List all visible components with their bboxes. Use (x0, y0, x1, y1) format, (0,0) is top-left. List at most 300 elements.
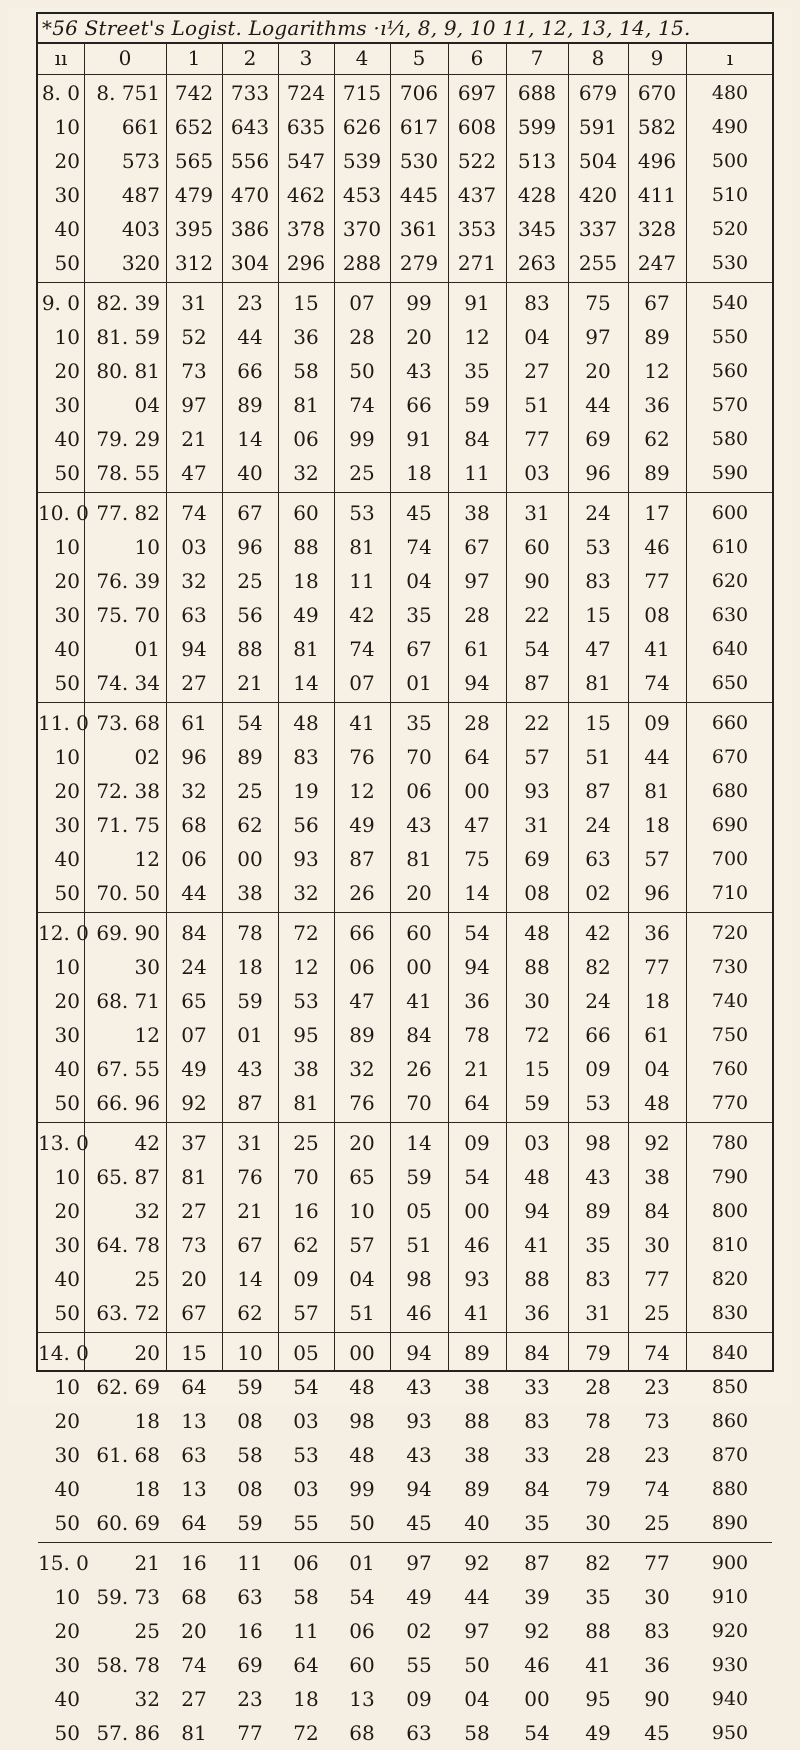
table-cell: 38 (237, 881, 263, 905)
row-argument: 20 (54, 989, 80, 1013)
row-argument: 11. 0 (38, 711, 89, 735)
table-cell: 35 (406, 603, 432, 627)
table-cell: 97 (406, 1551, 432, 1575)
table-cell: 06 (349, 1619, 375, 1643)
table-cell: 07 (349, 291, 375, 315)
table-cell: 49 (349, 813, 375, 837)
table-cell: 64 (181, 1375, 207, 1399)
table-cell: 59 (237, 989, 263, 1013)
table-cell: 62. 69 (96, 1375, 160, 1399)
table-cell: 05 (293, 1341, 319, 1365)
table-cell: 437 (457, 183, 497, 207)
table-cell: 93 (293, 847, 319, 871)
table-cell: 530 (399, 149, 439, 173)
table-cell: 03 (181, 535, 207, 559)
table-cell: 21 (464, 1057, 490, 1081)
row-index-value: 670 (711, 746, 749, 768)
row-argument: 20 (54, 359, 80, 383)
table-cell: 30 (585, 1511, 611, 1535)
table-cell: 81 (293, 637, 319, 661)
table-cell: 49 (585, 1721, 611, 1745)
row-index-value: 600 (711, 502, 749, 524)
row-argument: 8. 0 (41, 81, 80, 105)
table-cell: 504 (578, 149, 618, 173)
table-cell: 43 (406, 813, 432, 837)
table-cell: 83 (644, 1619, 670, 1643)
row-argument: 20 (54, 569, 80, 593)
table-cell: 19 (293, 779, 319, 803)
row-argument: 50 (54, 671, 80, 695)
table-cell: 62 (237, 813, 263, 837)
table-cell: 445 (399, 183, 439, 207)
table-cell: 65 (181, 989, 207, 1013)
row-index-value: 900 (711, 1552, 749, 1574)
row-argument: 50 (54, 1091, 80, 1115)
table-cell: 04 (524, 325, 550, 349)
table-cell: 79. 29 (96, 427, 160, 451)
table-cell: 18 (406, 461, 432, 485)
table-cell: 345 (517, 217, 557, 241)
table-cell: 99 (349, 427, 375, 451)
table-cell: 52 (181, 325, 207, 349)
column-header: 2 (243, 46, 257, 70)
table-cell: 23 (644, 1375, 670, 1399)
table-cell: 83 (585, 569, 611, 593)
table-cell: 06 (406, 779, 432, 803)
table-cell: 547 (286, 149, 326, 173)
table-cell: 56 (293, 813, 319, 837)
table-cell: 74 (349, 637, 375, 661)
table-cell: 12 (464, 325, 490, 349)
table-cell: 04 (349, 1267, 375, 1291)
table-cell: 63 (406, 1721, 432, 1745)
table-cell: 60 (293, 501, 319, 525)
page-header (36, 12, 774, 42)
row-argument: 20 (54, 1199, 80, 1223)
table-cell: 00 (464, 779, 490, 803)
table-cell: 99 (406, 291, 432, 315)
table-cell: 12 (134, 847, 160, 871)
table-cell: 95 (585, 1687, 611, 1711)
table-cell: 54 (464, 921, 490, 945)
table-cell: 18 (134, 1409, 160, 1433)
table-cell: 661 (121, 115, 160, 139)
table-cell: 45 (406, 501, 432, 525)
table-cell: 89 (349, 1023, 375, 1047)
row-argument: 20 (54, 779, 80, 803)
table-cell: 82. 39 (96, 291, 160, 315)
table-cell: 46 (406, 1301, 432, 1325)
column-header: 7 (530, 46, 544, 70)
table-cell: 17 (644, 501, 670, 525)
table-cell: 44 (464, 1585, 490, 1609)
table-cell: 50 (464, 1653, 490, 1677)
table-cell: 54 (293, 1375, 319, 1399)
table-cell: 89 (237, 745, 263, 769)
row-argument: 20 (54, 1409, 80, 1433)
row-index-value: 780 (711, 1132, 749, 1154)
table-cell: 36 (293, 325, 319, 349)
row-argument: 30 (54, 1653, 80, 1677)
table-cell: 04 (134, 393, 160, 417)
table-cell: 49 (181, 1057, 207, 1081)
table-cell: 20 (181, 1619, 207, 1643)
table-cell: 38 (464, 501, 490, 525)
row-index-value: 630 (711, 604, 749, 626)
table-cell: 07 (349, 671, 375, 695)
table-cell: 59 (237, 1375, 263, 1399)
table-cell: 53 (293, 1443, 319, 1467)
row-index-value: 550 (711, 326, 749, 348)
table-cell: 573 (121, 149, 160, 173)
table-cell: 10 (134, 535, 160, 559)
table-cell: 32 (349, 1057, 375, 1081)
table-cell: 61. 68 (96, 1443, 160, 1467)
table-cell: 60 (349, 1653, 375, 1677)
table-cell: 33 (524, 1443, 550, 1467)
table-cell: 36 (644, 393, 670, 417)
row-index-value: 490 (711, 116, 749, 138)
table-cell: 63 (237, 1585, 263, 1609)
table-cell: 81 (644, 779, 670, 803)
row-argument: 50 (54, 1301, 80, 1325)
table-cell: 88 (464, 1409, 490, 1433)
table-cell: 69 (585, 427, 611, 451)
table-cell: 48 (524, 1165, 550, 1189)
table-cell: 95 (293, 1023, 319, 1047)
table-cell: 93 (464, 1267, 490, 1291)
table-cell: 24 (585, 989, 611, 1013)
group-rule (38, 1542, 772, 1543)
table-cell: 42 (349, 603, 375, 627)
table-cell: 288 (342, 251, 382, 275)
table-cell: 617 (399, 115, 439, 139)
table-cell: 328 (637, 217, 677, 241)
table-cell: 88 (237, 637, 263, 661)
table-cell: 77 (644, 569, 670, 593)
table-cell: 15 (585, 603, 611, 627)
row-index-value: 910 (711, 1586, 749, 1608)
row-argument: 9. 0 (41, 291, 80, 315)
row-index-value: 480 (711, 82, 749, 104)
table-cell: 14 (406, 1131, 432, 1155)
table-cell: 32 (293, 881, 319, 905)
table-cell: 496 (637, 149, 677, 173)
table-cell: 78 (237, 921, 263, 945)
row-index-value: 840 (711, 1342, 749, 1364)
table-cell: 64 (181, 1511, 207, 1535)
table-cell: 13 (181, 1409, 207, 1433)
table-cell: 18 (644, 989, 670, 1013)
table-cell: 403 (121, 217, 160, 241)
table-cell: 420 (578, 183, 618, 207)
group-rule (38, 492, 772, 493)
table-cell: 74 (181, 1653, 207, 1677)
row-argument: 10 (54, 1585, 80, 1609)
table-cell: 88 (524, 1267, 550, 1291)
table-cell: 255 (578, 251, 618, 275)
table-cell: 48 (349, 1375, 375, 1399)
table-cell: 55 (406, 1653, 432, 1677)
table-cell: 27 (524, 359, 550, 383)
table-cell: 428 (517, 183, 557, 207)
table-cell: 48 (349, 1443, 375, 1467)
table-cell: 26 (349, 881, 375, 905)
table-cell: 44 (181, 881, 207, 905)
table-cell: 75 (585, 291, 611, 315)
table-cell: 92 (644, 1131, 670, 1155)
row-argument: 50 (54, 881, 80, 905)
table-cell: 81 (406, 847, 432, 871)
table-cell: 97 (585, 325, 611, 349)
table-cell: 697 (457, 81, 497, 105)
row-argument: 40 (54, 1267, 80, 1291)
table-cell: 51 (406, 1233, 432, 1257)
row-index-value: 680 (711, 780, 749, 802)
table-cell: 11 (349, 569, 375, 593)
row-index-value: 530 (711, 252, 749, 274)
table-cell: 45 (406, 1511, 432, 1535)
table-cell: 41 (524, 1233, 550, 1257)
row-index-value: 920 (711, 1620, 749, 1642)
row-argument: 50 (54, 251, 80, 275)
table-cell: 715 (342, 81, 382, 105)
table-cell: 24 (585, 501, 611, 525)
table-cell: 57 (644, 847, 670, 871)
table-cell: 23 (237, 291, 263, 315)
table-cell: 89 (237, 393, 263, 417)
table-cell: 42 (585, 921, 611, 945)
table-cell: 59 (524, 1091, 550, 1115)
row-index-value: 710 (711, 882, 749, 904)
table-cell: 608 (457, 115, 497, 139)
table-cell: 20 (134, 1341, 160, 1365)
group-rule (38, 702, 772, 703)
row-index-value: 880 (711, 1478, 749, 1500)
table-cell: 58 (237, 1443, 263, 1467)
table-cell: 67 (464, 535, 490, 559)
row-index-value: 690 (711, 814, 749, 836)
table-cell: 565 (174, 149, 214, 173)
table-cell: 35 (585, 1233, 611, 1257)
table-cell: 479 (174, 183, 214, 207)
row-argument: 30 (54, 393, 80, 417)
table-cell: 84 (406, 1023, 432, 1047)
table-cell: 53 (585, 1091, 611, 1115)
table-cell: 10 (349, 1199, 375, 1223)
table-cell: 25 (644, 1301, 670, 1325)
row-index-value: 650 (711, 672, 749, 694)
table-cell: 38 (293, 1057, 319, 1081)
table-cell: 40 (464, 1511, 490, 1535)
table-cell: 68 (181, 1585, 207, 1609)
table-cell: 06 (181, 847, 207, 871)
table-cell: 66 (237, 359, 263, 383)
table-cell: 69 (237, 1653, 263, 1677)
table-cell: 58 (293, 1585, 319, 1609)
table-cell: 32 (181, 779, 207, 803)
table-cell: 20 (406, 325, 432, 349)
table-cell: 35 (406, 711, 432, 735)
row-argument: 40 (54, 427, 80, 451)
table-cell: 96 (181, 745, 207, 769)
table-cell: 20 (585, 359, 611, 383)
table-cell: 42 (134, 1131, 160, 1155)
table-cell: 02 (585, 881, 611, 905)
column-header: 8 (591, 46, 605, 70)
table-cell: 462 (286, 183, 326, 207)
table-cell: 59 (237, 1511, 263, 1535)
table-cell: 91 (464, 291, 490, 315)
table-cell: 87 (237, 1091, 263, 1115)
table-cell: 591 (578, 115, 618, 139)
row-argument: 13. 0 (38, 1131, 89, 1155)
table-cell: 66. 96 (96, 1091, 160, 1115)
table-cell: 77 (644, 1551, 670, 1575)
table-cell: 72 (524, 1023, 550, 1047)
row-index-value: 720 (711, 922, 749, 944)
table-cell: 63 (181, 1443, 207, 1467)
table-cell: 63 (181, 603, 207, 627)
table-cell: 03 (524, 1131, 550, 1155)
table-cell: 12 (644, 359, 670, 383)
table-cell: 77 (237, 1721, 263, 1745)
table-cell: 54 (464, 1165, 490, 1189)
table-cell: 61 (181, 711, 207, 735)
table-cell: 02 (134, 745, 160, 769)
table-cell: 487 (121, 183, 160, 207)
table-cell: 96 (237, 535, 263, 559)
table-cell: 80. 81 (96, 359, 160, 383)
table-cell: 513 (517, 149, 557, 173)
table-cell: 62 (644, 427, 670, 451)
table-cell: 31 (585, 1301, 611, 1325)
table-cell: 582 (637, 115, 677, 139)
table-cell: 79 (585, 1477, 611, 1501)
table-cell: 25 (237, 569, 263, 593)
table-cell: 26 (406, 1057, 432, 1081)
table-cell: 60. 69 (96, 1511, 160, 1535)
table-cell: 94 (464, 955, 490, 979)
table-cell: 00 (349, 1341, 375, 1365)
table-cell: 09 (464, 1131, 490, 1155)
table-cell: 522 (457, 149, 497, 173)
row-argument: 30 (54, 1023, 80, 1047)
table-cell: 54 (237, 711, 263, 735)
row-index-value: 500 (711, 150, 749, 172)
table-cell: 87 (524, 671, 550, 695)
table-cell: 97 (464, 1619, 490, 1643)
table-cell: 73 (181, 359, 207, 383)
table-cell: 59 (406, 1165, 432, 1189)
table-cell: 370 (342, 217, 382, 241)
row-argument: 10 (54, 955, 80, 979)
table-cell: 49 (293, 603, 319, 627)
table-cell: 84 (464, 427, 490, 451)
table-cell: 58 (464, 1721, 490, 1745)
table-cell: 43 (406, 359, 432, 383)
table-cell: 50 (349, 1511, 375, 1535)
table-cell: 09 (293, 1267, 319, 1291)
table-cell: 89 (585, 1199, 611, 1223)
table-cell: 18 (237, 955, 263, 979)
table-cell: 47 (585, 637, 611, 661)
table-cell: 06 (293, 427, 319, 451)
table-cell: 89 (644, 325, 670, 349)
table-cell: 18 (293, 569, 319, 593)
table-cell: 03 (293, 1477, 319, 1501)
table-cell: 84 (524, 1477, 550, 1501)
table-cell: 13 (349, 1687, 375, 1711)
table-cell: 304 (230, 251, 270, 275)
table-cell: 48 (644, 1091, 670, 1115)
table-cell: 21 (237, 1199, 263, 1223)
table-cell: 00 (464, 1199, 490, 1223)
table-cell: 31 (237, 1131, 263, 1155)
table-cell: 90 (524, 569, 550, 593)
table-cell: 36 (464, 989, 490, 1013)
table-cell: 43 (406, 1443, 432, 1467)
table-cell: 32 (134, 1199, 160, 1223)
table-cell: 43 (406, 1375, 432, 1399)
table-cell: 53 (585, 535, 611, 559)
table-cell: 60 (524, 535, 550, 559)
table-cell: 64 (464, 1091, 490, 1115)
table-cell: 78 (464, 1023, 490, 1047)
table-cell: 81 (181, 1165, 207, 1189)
table-cell: 411 (637, 183, 677, 207)
table-cell: 56 (237, 603, 263, 627)
table-cell: 83 (524, 291, 550, 315)
table-cell: 78. 55 (96, 461, 160, 485)
row-index-value: 580 (711, 428, 749, 450)
group-rule (38, 1122, 772, 1123)
table-cell: 73 (181, 1233, 207, 1257)
table-cell: 06 (293, 1551, 319, 1575)
table-cell: 361 (399, 217, 439, 241)
row-argument: 40 (54, 1687, 80, 1711)
table-cell: 76 (349, 745, 375, 769)
table-cell: 55 (293, 1511, 319, 1535)
table-cell: 83 (293, 745, 319, 769)
table-cell: 14 (237, 427, 263, 451)
group-rule (38, 282, 772, 283)
table-cell: 63 (585, 847, 611, 871)
table-cell: 25 (237, 779, 263, 803)
table-cell: 44 (585, 393, 611, 417)
table-cell: 04 (644, 1057, 670, 1081)
table-cell: 72 (293, 1721, 319, 1745)
table-cell: 01 (406, 671, 432, 695)
row-argument: 10 (54, 1165, 80, 1189)
column-header: ıı (54, 46, 68, 70)
table-cell: 04 (464, 1687, 490, 1711)
table-cell: 08 (524, 881, 550, 905)
table-cell: 62 (237, 1301, 263, 1325)
table-cell: 88 (585, 1619, 611, 1643)
table-cell: 68 (349, 1721, 375, 1745)
table-cell: 20 (406, 881, 432, 905)
table-cell: 28 (464, 711, 490, 735)
table-cell: 89 (464, 1341, 490, 1365)
table-cell: 09 (644, 711, 670, 735)
table-cell: 74 (644, 1477, 670, 1501)
table-cell: 28 (349, 325, 375, 349)
table-cell: 36 (644, 1653, 670, 1677)
column-header: 0 (118, 46, 132, 70)
table-cell: 453 (342, 183, 382, 207)
table-cell: 14 (464, 881, 490, 905)
